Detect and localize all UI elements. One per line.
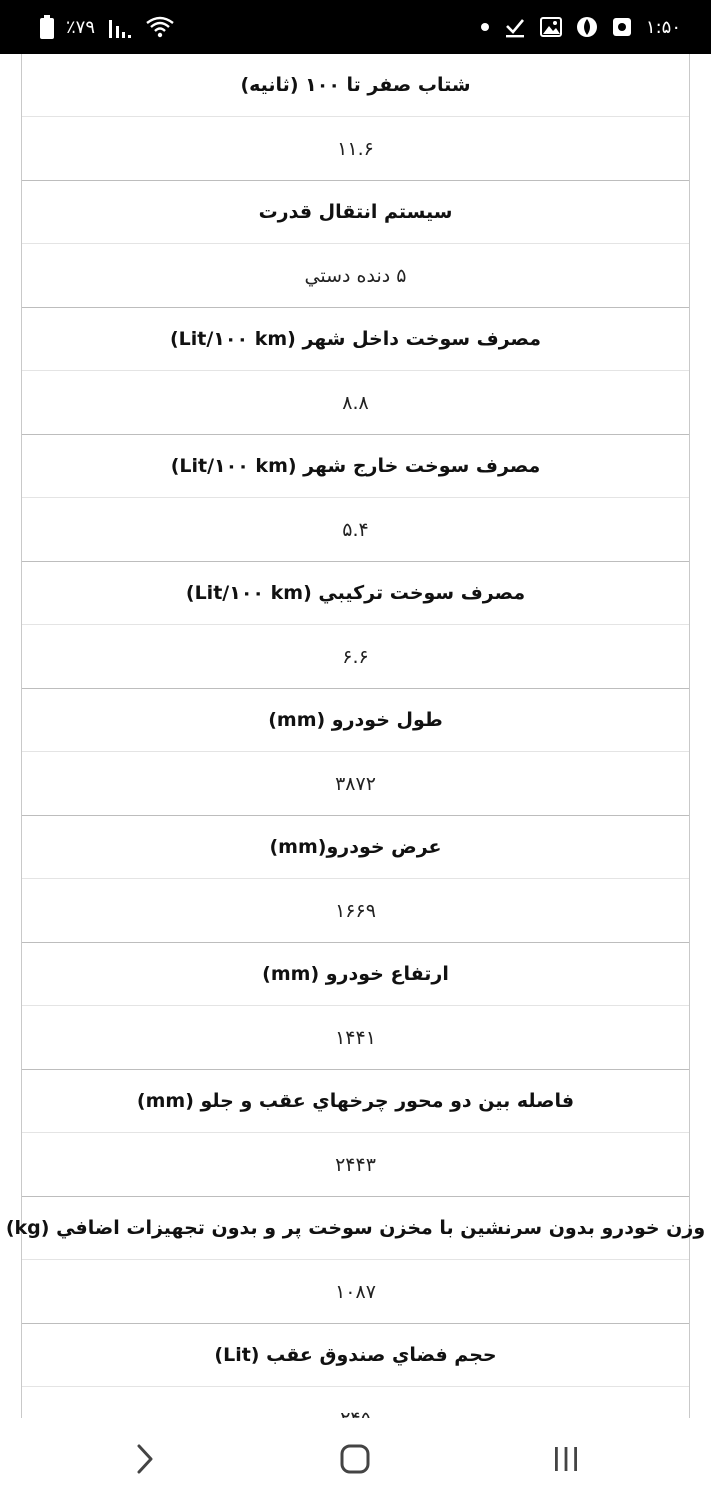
- spec-group: [22, 1070, 689, 1197]
- spec-table: [5, 54, 706, 1451]
- spec-value: ۶.۶: [342, 645, 369, 668]
- recents-icon: [550, 1444, 582, 1474]
- navigation-bar: [0, 1418, 711, 1500]
- content-area[interactable]: [0, 54, 711, 1418]
- spec-value: ۳۸۷۲: [335, 772, 376, 795]
- spec-group: [22, 308, 689, 435]
- spec-value: ۱۱.۶: [337, 137, 374, 160]
- gallery-icon: [540, 17, 562, 37]
- spec-group: [22, 943, 689, 1070]
- battery-icon: [40, 15, 54, 39]
- dot-icon: [480, 22, 490, 32]
- spec-label: فاصله بين دو محور چرخهاي عقب و جلو (mm): [22, 1070, 689, 1133]
- status-left: [40, 15, 175, 39]
- spec-value: ۱۰۸۷: [335, 1280, 376, 1303]
- spec-group: [5, 1197, 706, 1324]
- spec-group: [22, 816, 689, 943]
- battery-percentage: ٪۷۹: [66, 16, 96, 38]
- status-right: [480, 16, 681, 38]
- spec-label: حجم فضاي صندوق عقب (Lit): [22, 1324, 689, 1387]
- spec-group: [22, 435, 689, 562]
- spec-group: [22, 181, 689, 308]
- spec-value: ۵ دنده دستي: [304, 264, 407, 287]
- clock: ۱:۵۰: [645, 16, 681, 38]
- spec-label: ارتفاع خودرو (mm): [22, 943, 689, 1006]
- screen-record-icon: [612, 17, 632, 37]
- home-button[interactable]: [315, 1429, 395, 1489]
- spec-group: [22, 689, 689, 816]
- spec-group: [22, 54, 689, 181]
- wifi-icon: [145, 16, 175, 38]
- spec-label: مصرف سوخت داخل شهر (Lit/۱۰۰ km): [22, 308, 689, 371]
- spec-label: وزن خودرو بدون سرنشين با مخزن سوخت پر و بدون تجهيزات اضافي (kg): [22, 1197, 689, 1260]
- spec-group: [22, 562, 689, 689]
- app-icon: [576, 16, 598, 38]
- back-icon: [133, 1442, 157, 1476]
- check-icon: [504, 16, 526, 38]
- spec-label: عرض خودرو(mm): [22, 816, 689, 879]
- spec-label: مصرف سوخت خارج شهر (Lit/۱۰۰ km): [22, 435, 689, 498]
- spec-label: شتاب صفر تا ۱۰۰ (ثانیه): [22, 54, 689, 117]
- spec-label: سیستم انتقال قدرت: [22, 181, 689, 244]
- spec-value: ۱۶۶۹: [335, 899, 376, 922]
- spec-value: ۸.۸: [342, 391, 369, 414]
- spec-value: ۵.۴: [342, 518, 369, 541]
- recents-button[interactable]: [526, 1429, 606, 1489]
- home-icon: [338, 1442, 372, 1476]
- status-bar: [0, 0, 711, 54]
- spec-label: مصرف سوخت ترکيبي (Lit/۱۰۰ km): [22, 562, 689, 625]
- spec-value: ۱۴۴۱: [335, 1026, 376, 1049]
- spec-label: طول خودرو (mm): [22, 689, 689, 752]
- spec-value: ۲۴۴۳: [335, 1153, 376, 1176]
- signal-icon: [107, 16, 133, 38]
- back-button[interactable]: [105, 1429, 185, 1489]
